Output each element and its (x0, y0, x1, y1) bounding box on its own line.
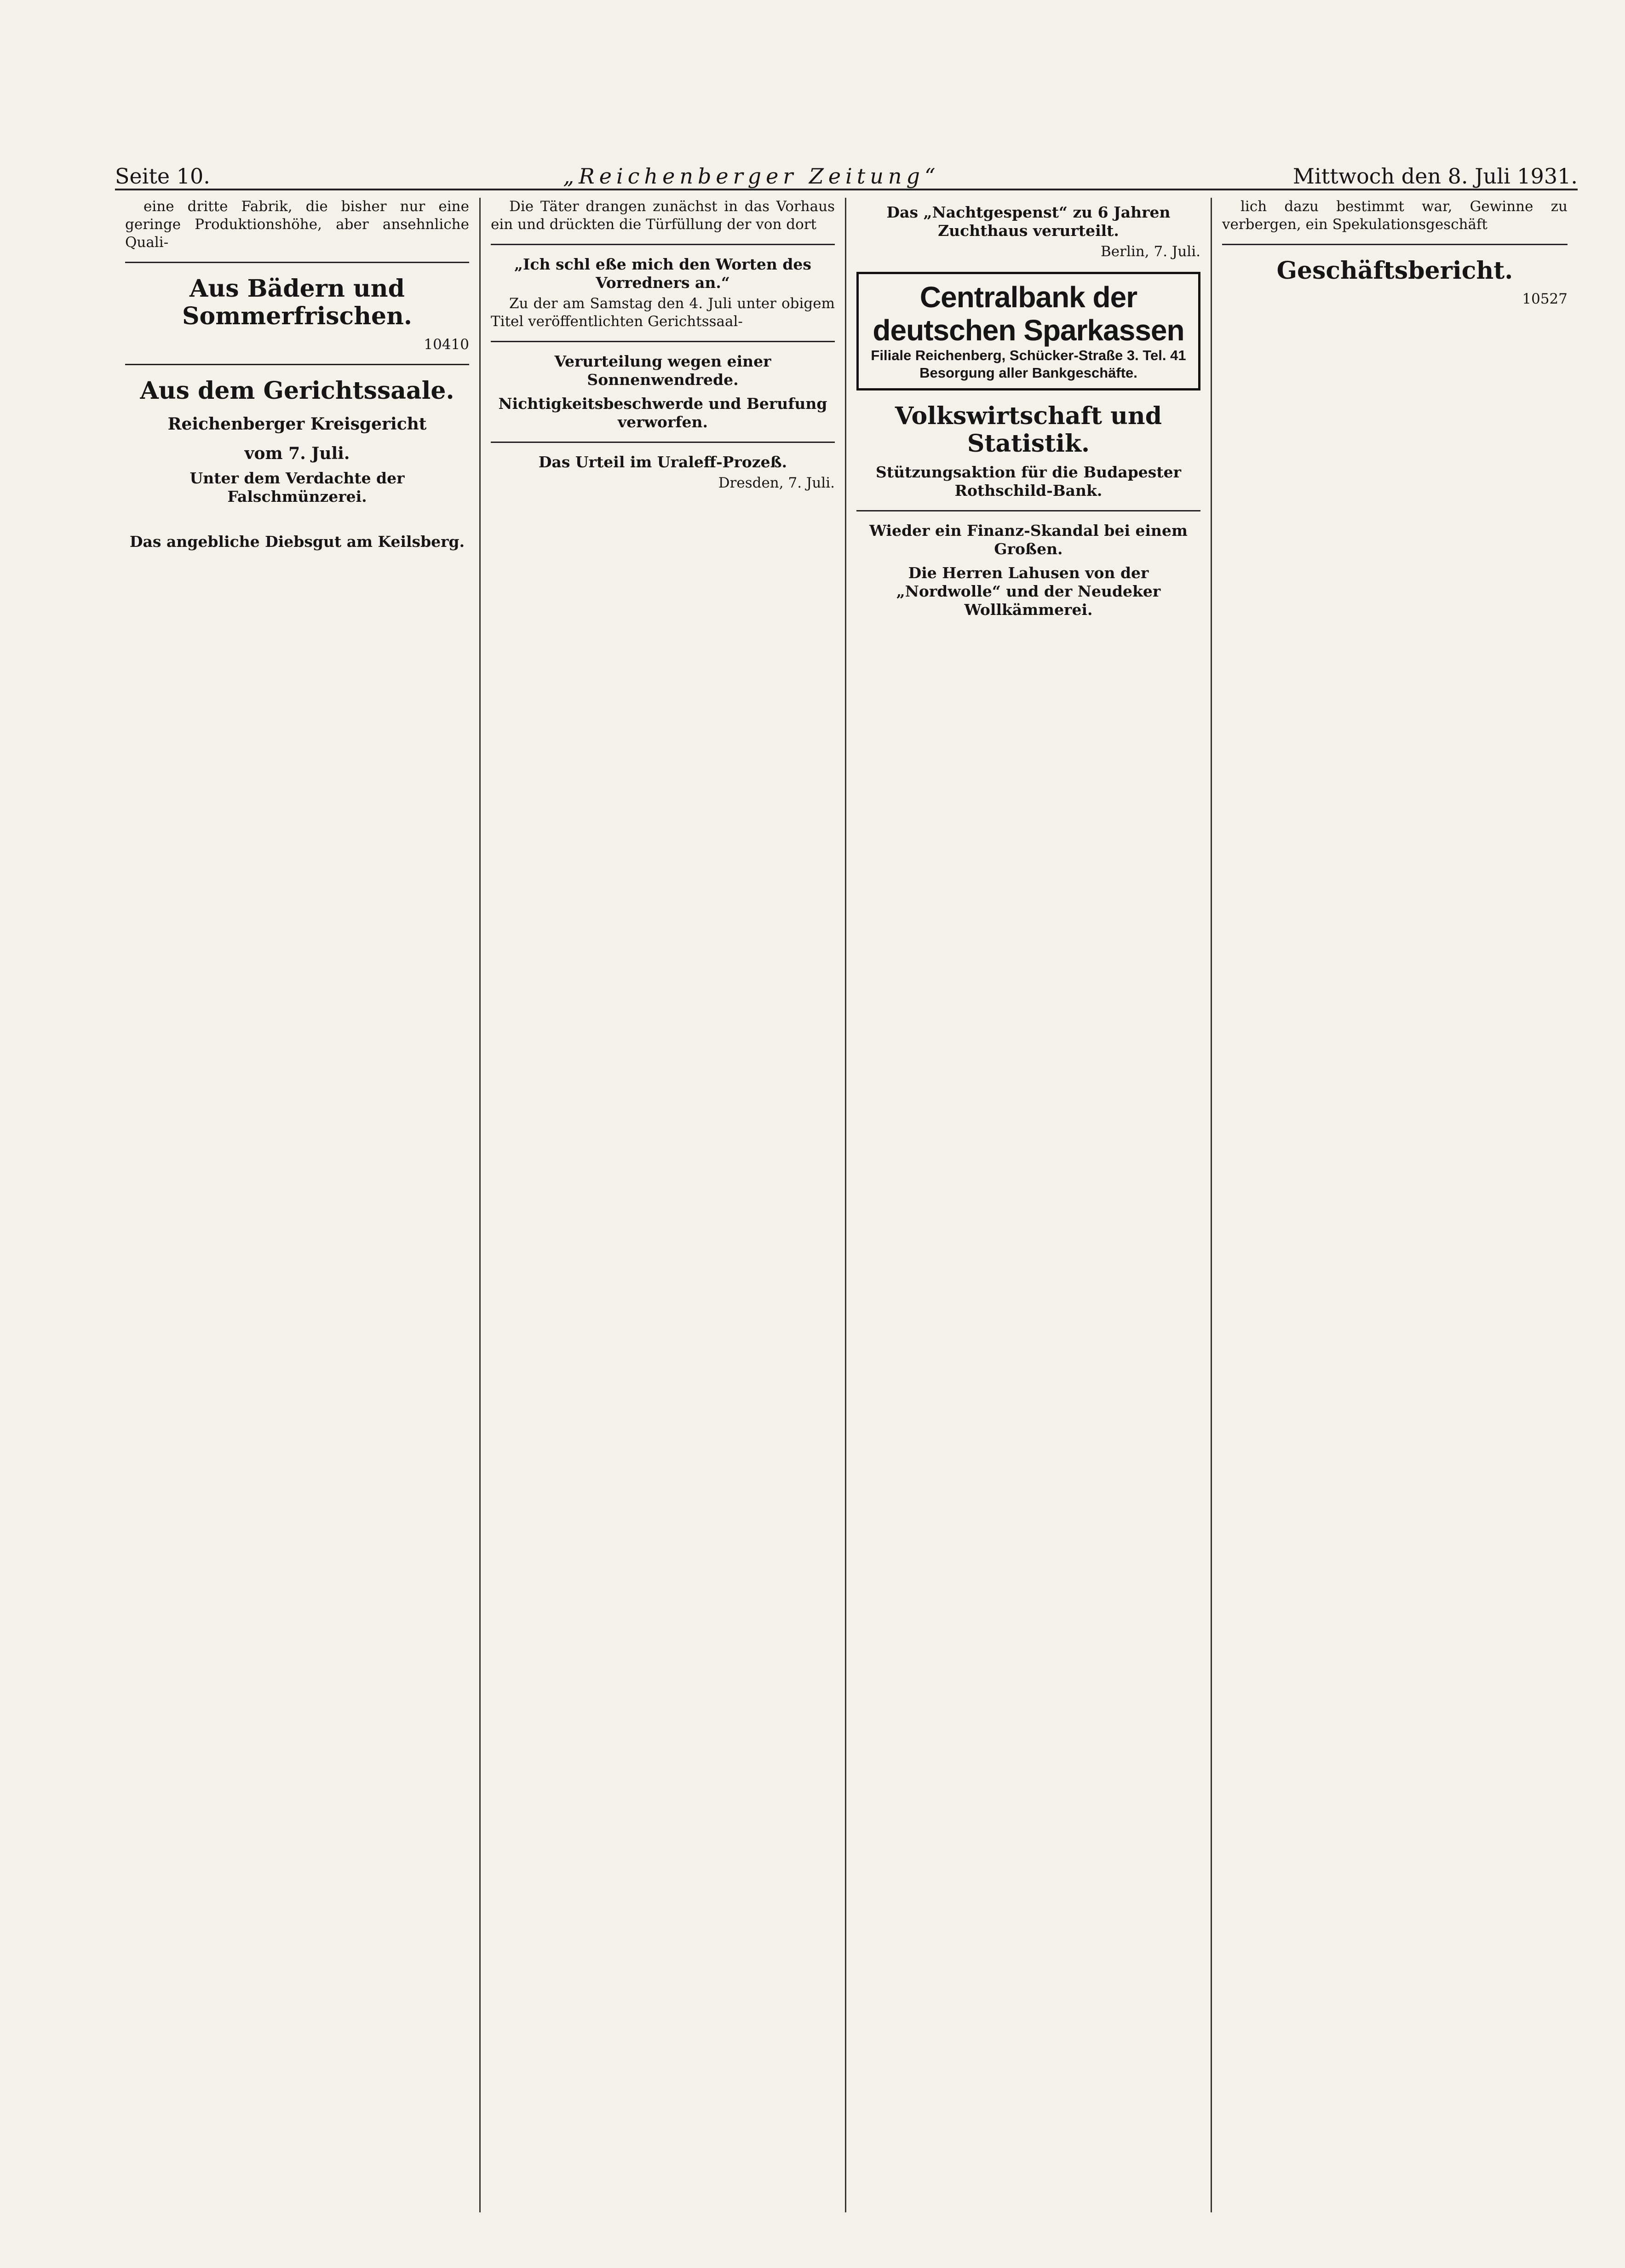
article-headline: Wieder ein Finanz-Skandal bei einem Großen. (869, 522, 1188, 558)
court-name: Reichenberger Kreisgericht (167, 414, 427, 434)
article-headline: Das angebliche Diebsgut am Keilsberg. (129, 533, 465, 551)
page-number: Seite 10. (115, 164, 210, 189)
untranscribed-body (125, 509, 469, 527)
bank-name: Centralbank der deutschen Sparkassen (873, 281, 1184, 347)
article-subheadline: Nichtigkeitsbeschwerde und Berufung verworfen. (498, 395, 827, 431)
section-title-business: Geschäftsbericht. (1276, 257, 1513, 285)
section-title-court: Aus dem Gerichtssaale. (140, 377, 454, 405)
divider (491, 244, 835, 245)
article-headline: Verurteilung wegen einer Sonnenwendrede. (554, 352, 771, 389)
article-lead-text: eine dritte Fabrik, die bisher nur eine geringe Produktionshöhe, aber ansehnliche Quali- (125, 198, 469, 251)
column-3 (846, 198, 1212, 2212)
section-title-economy: Volkswirtschaft und Statistik. (895, 402, 1162, 458)
article-headline: „Ich schl eße mich den Worten des Vorredners an.“ (514, 255, 811, 292)
article-headline: Stützungsaktion für die Budapester Rothschild-Bank. (876, 463, 1181, 500)
article-lead-text: Die Täter drangen zunächst in das Vorhaus ein und drückten die Türfüllung der von dort (491, 198, 835, 233)
column-2 (481, 198, 846, 2212)
divider (491, 341, 835, 342)
column-1 (115, 198, 481, 2212)
divider (1222, 244, 1568, 245)
dateline: Dresden, 7. Juli. (718, 475, 835, 491)
columns (115, 198, 1578, 2212)
article-headline: Das Urteil im Uraleff-Prozeß. (538, 453, 787, 471)
newspaper-page (115, 147, 1578, 2217)
issue-date: Mittwoch den 8. Juli 1931. (1292, 164, 1578, 189)
divider (491, 442, 835, 443)
column-4 (1212, 198, 1578, 2212)
bank-address: Filiale Reichenberg, Schücker-Straße 3. Tel. 41 (871, 347, 1186, 363)
ad-number: 10527 (1522, 291, 1568, 307)
divider (125, 262, 469, 263)
court-date: vom 7. Juli. (244, 444, 350, 463)
dateline: Berlin, 7. Juli. (1101, 243, 1200, 260)
article-lead-text: lich dazu bestimmt war, Gewinne zu verbergen, ein Spekulationsgeschäft (1222, 198, 1568, 233)
divider (125, 364, 469, 365)
section-title-baths: Aus Bädern und Sommerfrischen. (182, 275, 413, 330)
ad-number: 10410 (424, 336, 469, 353)
masthead: „Reichenberger Zeitung“ (563, 164, 940, 189)
article-headline: Unter dem Verdachte der Falschmünzerei. (189, 469, 405, 505)
bank-advertisement (856, 272, 1200, 390)
article-headline: Das „Nachtgespenst“ zu 6 Jahren Zuchthaus verurteilt. (886, 203, 1171, 240)
divider (856, 510, 1200, 511)
bank-services: Besorgung aller Bankgeschäfte. (919, 365, 1137, 381)
article-lead-text: Zu der am Samstag den 4. Juli unter obigem Titel veröffentlichten Gerichtssaal- (491, 295, 835, 330)
article-subheadline: Die Herren Lahusen von der „Nordwolle“ und der Neudeker Wollkämmerei. (896, 564, 1161, 619)
page-header (115, 147, 1578, 190)
